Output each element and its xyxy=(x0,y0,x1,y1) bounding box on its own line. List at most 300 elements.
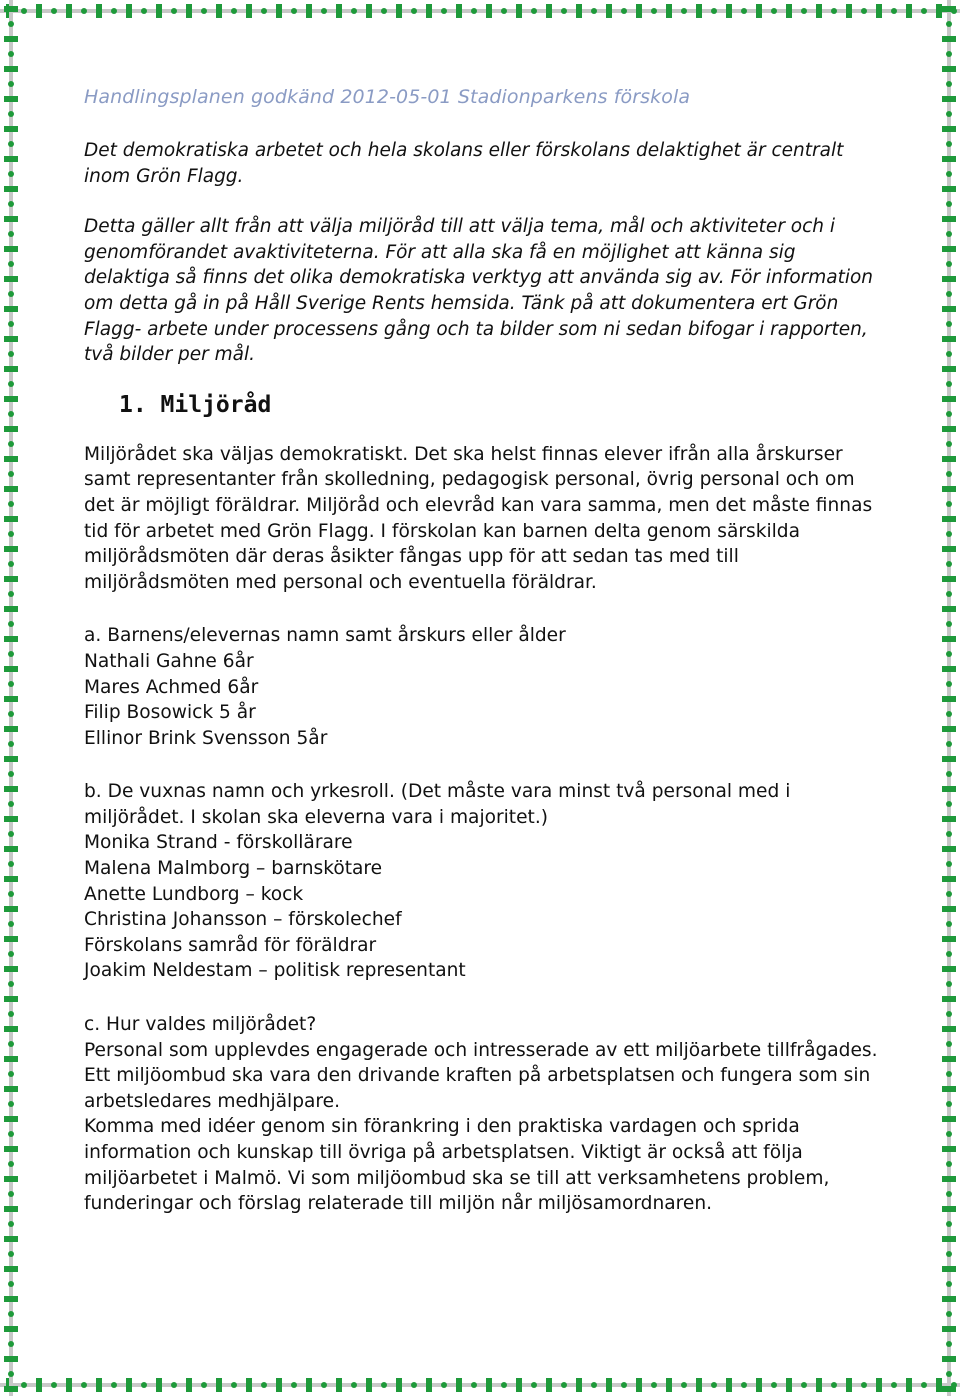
border-dot xyxy=(946,711,952,717)
border-dot xyxy=(111,8,117,14)
border-dot xyxy=(81,8,87,14)
border-dash xyxy=(4,186,18,192)
border-dot xyxy=(946,1161,952,1167)
border-dash xyxy=(942,786,956,792)
border-dot xyxy=(861,8,867,14)
border-dash xyxy=(942,876,956,882)
border-dot xyxy=(946,561,952,567)
border-dot xyxy=(946,1341,952,1347)
border-dot xyxy=(946,261,952,267)
border-dash xyxy=(942,1326,956,1332)
border-dash xyxy=(4,6,18,12)
border-dash xyxy=(942,1146,956,1152)
border-dash xyxy=(396,1378,402,1392)
border-dot xyxy=(8,1281,14,1287)
border-dot xyxy=(441,1382,447,1388)
border-dot xyxy=(831,8,837,14)
border-dot xyxy=(111,1382,117,1388)
border-dash xyxy=(942,996,956,1002)
border-dash xyxy=(942,906,956,912)
border-dash xyxy=(942,1296,956,1302)
border-dot xyxy=(891,8,897,14)
border-dash xyxy=(906,4,912,18)
border-dash xyxy=(156,4,162,18)
border-dot xyxy=(8,321,14,327)
border-dot xyxy=(8,1101,14,1107)
border-dash xyxy=(942,516,956,522)
border-dash xyxy=(4,1236,18,1242)
border-dot xyxy=(411,1382,417,1388)
part-b xyxy=(84,779,884,984)
border-dot xyxy=(946,141,952,147)
border-dot xyxy=(946,351,952,357)
border-dash xyxy=(606,4,612,18)
page-border-top xyxy=(0,0,960,22)
border-dot xyxy=(381,1382,387,1388)
border-dash xyxy=(4,1356,18,1362)
border-dash xyxy=(942,1116,956,1122)
border-dash xyxy=(4,1326,18,1332)
border-dash xyxy=(396,4,402,18)
border-dot xyxy=(681,8,687,14)
border-dot xyxy=(171,8,177,14)
border-dash xyxy=(4,1206,18,1212)
border-dot xyxy=(8,411,14,417)
border-dot xyxy=(8,1161,14,1167)
border-dash xyxy=(756,1378,762,1392)
border-dot xyxy=(291,1382,297,1388)
border-dash xyxy=(4,96,18,102)
border-dash xyxy=(942,1026,956,1032)
border-dash xyxy=(156,1378,162,1392)
intro-section xyxy=(84,138,884,368)
border-dot xyxy=(946,1221,952,1227)
border-dot xyxy=(861,1382,867,1388)
border-dash xyxy=(756,4,762,18)
border-dot xyxy=(946,801,952,807)
border-dot xyxy=(201,1382,207,1388)
part-c-answer: Personal som upplevdes engagerade och intresserade av ett miljöarbete tillfrågades. Ett miljöombud ska vara den drivande kraften på arbetsplatsen och fungera som sin arbetsledares medhjälpare. xyxy=(84,1039,878,1112)
border-dot xyxy=(946,21,952,27)
border-dash xyxy=(942,1176,956,1182)
border-dot xyxy=(831,1382,837,1388)
border-dot xyxy=(946,111,952,117)
border-dot xyxy=(81,1382,87,1388)
border-dot xyxy=(946,1311,952,1317)
border-dash xyxy=(4,786,18,792)
border-dot xyxy=(441,8,447,14)
border-dot xyxy=(681,1382,687,1388)
intro-paragraph: Detta gäller allt från att välja miljöråd till att välja tema, mål och aktiviteter och i genomförandet avaktiviteterna. För att alla ska få en möjlighet att känna sig delaktiga så finns det olika demokratiska verktyg att använda sig av. För information om detta gå in på Håll Sverige Rents hemsida. Tänk på att dokumentera ert Grön Flagg- arbete under processens gång och ta bilder som ni sedan bifogar i rapporten, två bilder per mål. xyxy=(84,216,874,366)
border-dot xyxy=(946,591,952,597)
border-dot xyxy=(711,1382,717,1388)
border-dash xyxy=(486,1378,492,1392)
border-dot xyxy=(321,1382,327,1388)
border-dash xyxy=(4,816,18,822)
border-dash xyxy=(4,546,18,552)
border-dash xyxy=(366,4,372,18)
border-dot xyxy=(946,1131,952,1137)
border-dot xyxy=(8,771,14,777)
part-c-question: c. Hur valdes miljörådet? xyxy=(84,1014,317,1036)
border-dot xyxy=(8,1221,14,1227)
border-dash xyxy=(942,1056,956,1062)
border-dot xyxy=(741,8,747,14)
border-dash xyxy=(246,1378,252,1392)
border-dash xyxy=(4,1086,18,1092)
border-dash xyxy=(4,846,18,852)
border-dot xyxy=(8,291,14,297)
border-dash xyxy=(4,66,18,72)
border-dash xyxy=(4,1386,18,1392)
border-dot xyxy=(946,1191,952,1197)
border-dot xyxy=(471,8,477,14)
border-dot xyxy=(946,621,952,627)
border-dash xyxy=(366,1378,372,1392)
border-dash xyxy=(942,396,956,402)
border-dash xyxy=(4,1146,18,1152)
border-dot xyxy=(946,291,952,297)
border-dash xyxy=(816,1378,822,1392)
part-c-answer: Komma med idéer genom sin förankring i den praktiska vardagen och sprida information och kunskap till övriga på arbetsplatsen. Viktigt är också att följa miljöarbetet i Malmö. Vi som miljöombud ska se till att verksamhetens problem, funderingar och förslag relaterade till miljön når miljösamordnaren. xyxy=(84,1116,830,1215)
border-dash xyxy=(942,756,956,762)
border-dot xyxy=(351,1382,357,1388)
border-dash xyxy=(942,336,956,342)
border-dash xyxy=(96,1378,102,1392)
border-dash xyxy=(4,486,18,492)
border-dot xyxy=(8,81,14,87)
border-dot xyxy=(771,1382,777,1388)
border-dot xyxy=(946,531,952,537)
border-dot xyxy=(711,8,717,14)
border-dash xyxy=(426,4,432,18)
border-dot xyxy=(946,651,952,657)
border-dot xyxy=(741,1382,747,1388)
border-dash xyxy=(4,576,18,582)
border-dot xyxy=(921,1382,927,1388)
border-dot xyxy=(8,921,14,927)
border-dot xyxy=(8,501,14,507)
border-dot xyxy=(8,1251,14,1257)
border-dash xyxy=(942,246,956,252)
border-dash xyxy=(4,726,18,732)
border-dash xyxy=(942,36,956,42)
border-dot xyxy=(8,441,14,447)
border-dot xyxy=(946,411,952,417)
border-dash xyxy=(4,666,18,672)
border-dash xyxy=(636,1378,642,1392)
intro-paragraph: Det demokratiska arbetet och hela skolans eller förskolans delaktighet är centralt inom Grön Flagg. xyxy=(84,140,844,187)
border-dot xyxy=(8,951,14,957)
border-dash xyxy=(576,1378,582,1392)
border-dot xyxy=(141,1382,147,1388)
border-dot xyxy=(501,8,507,14)
border-dot xyxy=(591,1382,597,1388)
border-dot xyxy=(946,171,952,177)
border-dash xyxy=(942,456,956,462)
border-dot xyxy=(8,1071,14,1077)
border-dot xyxy=(946,741,952,747)
border-dot xyxy=(946,1251,952,1257)
border-dash xyxy=(4,246,18,252)
border-dash xyxy=(456,1378,462,1392)
border-dash xyxy=(942,816,956,822)
border-dash xyxy=(306,1378,312,1392)
border-dash xyxy=(942,96,956,102)
border-dot xyxy=(946,81,952,87)
border-dash xyxy=(36,4,42,18)
border-dash xyxy=(486,4,492,18)
border-dash xyxy=(4,906,18,912)
border-dot xyxy=(8,1191,14,1197)
border-dash xyxy=(336,4,342,18)
document-header: Handlingsplanen godkänd 2012-05-01 Stadionparkens förskola xyxy=(84,86,691,108)
adults-list xyxy=(84,830,884,984)
border-dot xyxy=(8,21,14,27)
border-dash xyxy=(336,1378,342,1392)
border-dot xyxy=(231,1382,237,1388)
border-dash xyxy=(942,726,956,732)
border-dash xyxy=(126,4,132,18)
border-dash xyxy=(576,4,582,18)
border-dash xyxy=(942,486,956,492)
border-dash xyxy=(906,1378,912,1392)
border-dot xyxy=(946,1281,952,1287)
border-dash xyxy=(876,1378,882,1392)
border-dash xyxy=(186,4,192,18)
border-dot xyxy=(8,831,14,837)
border-dot xyxy=(531,1382,537,1388)
border-dash xyxy=(36,1378,42,1392)
border-dot xyxy=(171,1382,177,1388)
border-dash xyxy=(4,276,18,282)
border-dash xyxy=(942,126,956,132)
border-dash xyxy=(426,1378,432,1392)
border-dot xyxy=(946,471,952,477)
border-dash xyxy=(942,696,956,702)
border-dot xyxy=(946,51,952,57)
border-dot xyxy=(946,921,952,927)
border-dash xyxy=(942,1356,956,1362)
border-dot xyxy=(591,8,597,14)
border-dash xyxy=(942,666,956,672)
border-dash xyxy=(942,966,956,972)
border-dash xyxy=(4,396,18,402)
border-dash xyxy=(516,4,522,18)
border-dot xyxy=(561,8,567,14)
border-dash xyxy=(942,156,956,162)
border-dash xyxy=(942,1086,956,1092)
border-dot xyxy=(946,231,952,237)
border-dash xyxy=(726,4,732,18)
border-dash xyxy=(666,1378,672,1392)
page-border-left xyxy=(0,0,22,1396)
border-dash xyxy=(546,4,552,18)
border-dot xyxy=(8,531,14,537)
border-dot xyxy=(946,1041,952,1047)
border-dash xyxy=(606,1378,612,1392)
border-dot xyxy=(8,801,14,807)
border-dot xyxy=(321,8,327,14)
border-dash xyxy=(186,1378,192,1392)
border-dot xyxy=(946,981,952,987)
border-dash xyxy=(4,336,18,342)
border-dash xyxy=(546,1378,552,1392)
list-item: Nathali Gahne 6år xyxy=(84,650,254,672)
list-item: Malena Malmborg – barnskötare xyxy=(84,858,383,880)
border-dash xyxy=(4,156,18,162)
children-list xyxy=(84,649,884,751)
border-dot xyxy=(291,8,297,14)
list-item: Filip Bosowick 5 år xyxy=(84,702,256,724)
border-dot xyxy=(351,8,357,14)
border-dash xyxy=(666,4,672,18)
border-dash xyxy=(4,366,18,372)
part-a-question: a. Barnens/elevernas namn samt årskurs eller ålder xyxy=(84,625,566,647)
list-item: Monika Strand - förskollärare xyxy=(84,832,353,854)
border-dash xyxy=(942,1236,956,1242)
border-dot xyxy=(8,591,14,597)
border-dash xyxy=(4,456,18,462)
list-item: Ellinor Brink Svensson 5år xyxy=(84,727,328,749)
border-dash xyxy=(4,1296,18,1302)
border-dot xyxy=(501,1382,507,1388)
border-dot xyxy=(8,471,14,477)
border-dot xyxy=(8,351,14,357)
page-border-bottom xyxy=(0,1374,960,1396)
border-dot xyxy=(8,1341,14,1347)
border-dash xyxy=(4,426,18,432)
border-dot xyxy=(8,141,14,147)
border-dash xyxy=(4,696,18,702)
border-dash xyxy=(786,1378,792,1392)
section-paragraph: Miljörådet ska väljas demokratiskt. Det ska helst finnas elever ifrån alla årskurser samt representanter från skolledning, pedagogisk personal, övrig personal och om det är möjligt föräldrar. Miljöråd och elevråd kan vara samma, men det måste finnas tid för arbetet med Grön Flagg. I förskolan kan barnen delta genom särskilda miljörådsmöten där deras åsikter fångas upp för att sedan tas med till miljörådsmöten med personal och eventuella föräldrar. xyxy=(84,443,873,593)
border-dot xyxy=(531,8,537,14)
border-dot xyxy=(801,1382,807,1388)
border-dash xyxy=(4,996,18,1002)
list-item: Christina Johansson – förskolechef xyxy=(84,909,402,931)
border-dot xyxy=(946,321,952,327)
border-dash xyxy=(942,216,956,222)
border-dot xyxy=(261,1382,267,1388)
border-dash xyxy=(4,126,18,132)
border-dash xyxy=(942,846,956,852)
border-dot xyxy=(8,1041,14,1047)
border-dot xyxy=(621,1382,627,1388)
border-dot xyxy=(8,51,14,57)
border-dot xyxy=(946,1101,952,1107)
border-dash xyxy=(942,576,956,582)
border-dash xyxy=(942,426,956,432)
border-dot xyxy=(946,201,952,207)
border-dash xyxy=(942,1206,956,1212)
border-dot xyxy=(381,8,387,14)
border-dot xyxy=(8,981,14,987)
list-item: Förskolans samråd för föräldrar xyxy=(84,934,377,956)
border-dot xyxy=(946,771,952,777)
border-dash xyxy=(306,4,312,18)
border-dot xyxy=(8,741,14,747)
border-dash xyxy=(516,1378,522,1392)
border-dot xyxy=(921,8,927,14)
part-b-question: b. De vuxnas namn och yrkesroll. (Det måste vara minst två personal med i miljörådet. I skolan ska eleverna vara i majoritet.) xyxy=(84,781,791,828)
border-dash xyxy=(816,4,822,18)
border-dash xyxy=(942,366,956,372)
border-dash xyxy=(4,1056,18,1062)
border-dot xyxy=(946,501,952,507)
border-dot xyxy=(8,111,14,117)
border-dot xyxy=(8,891,14,897)
border-dot xyxy=(8,561,14,567)
list-item: Joakim Neldestam – politisk representant xyxy=(84,960,466,982)
border-dash xyxy=(4,36,18,42)
page-border-right xyxy=(938,0,960,1396)
border-dash xyxy=(846,1378,852,1392)
border-dash xyxy=(4,936,18,942)
list-item: Anette Lundborg – kock xyxy=(84,883,304,905)
border-dot xyxy=(771,8,777,14)
border-dash xyxy=(876,4,882,18)
border-dash xyxy=(216,4,222,18)
border-dash xyxy=(942,636,956,642)
border-dash xyxy=(246,4,252,18)
document-page xyxy=(84,82,884,1217)
border-dash xyxy=(96,4,102,18)
border-dash xyxy=(846,4,852,18)
border-dash xyxy=(942,1386,956,1392)
border-dash xyxy=(942,6,956,12)
border-dash xyxy=(942,276,956,282)
border-dash xyxy=(4,306,18,312)
border-dot xyxy=(411,8,417,14)
border-dash xyxy=(942,546,956,552)
border-dot xyxy=(51,8,57,14)
border-dot xyxy=(651,1382,657,1388)
border-dot xyxy=(946,891,952,897)
border-dash xyxy=(696,1378,702,1392)
border-dash xyxy=(66,1378,72,1392)
border-dot xyxy=(946,441,952,447)
border-dash xyxy=(942,306,956,312)
border-dot xyxy=(621,8,627,14)
border-dot xyxy=(8,201,14,207)
border-dash xyxy=(276,1378,282,1392)
border-dash xyxy=(636,4,642,18)
border-dot xyxy=(8,711,14,717)
border-dot xyxy=(51,1382,57,1388)
border-dot xyxy=(8,1011,14,1017)
border-dot xyxy=(141,8,147,14)
border-dot xyxy=(201,8,207,14)
border-dash xyxy=(786,4,792,18)
border-dot xyxy=(8,1371,14,1377)
border-dash xyxy=(4,876,18,882)
border-dot xyxy=(946,681,952,687)
border-dot xyxy=(261,8,267,14)
border-dot xyxy=(946,831,952,837)
border-dash xyxy=(66,4,72,18)
part-c xyxy=(84,1012,884,1217)
border-dash xyxy=(942,606,956,612)
border-dash xyxy=(4,606,18,612)
border-dot xyxy=(8,261,14,267)
border-dot xyxy=(891,1382,897,1388)
border-dot xyxy=(946,1011,952,1017)
border-dash xyxy=(4,516,18,522)
border-dash xyxy=(276,4,282,18)
border-dash xyxy=(4,966,18,972)
border-dash xyxy=(4,1116,18,1122)
